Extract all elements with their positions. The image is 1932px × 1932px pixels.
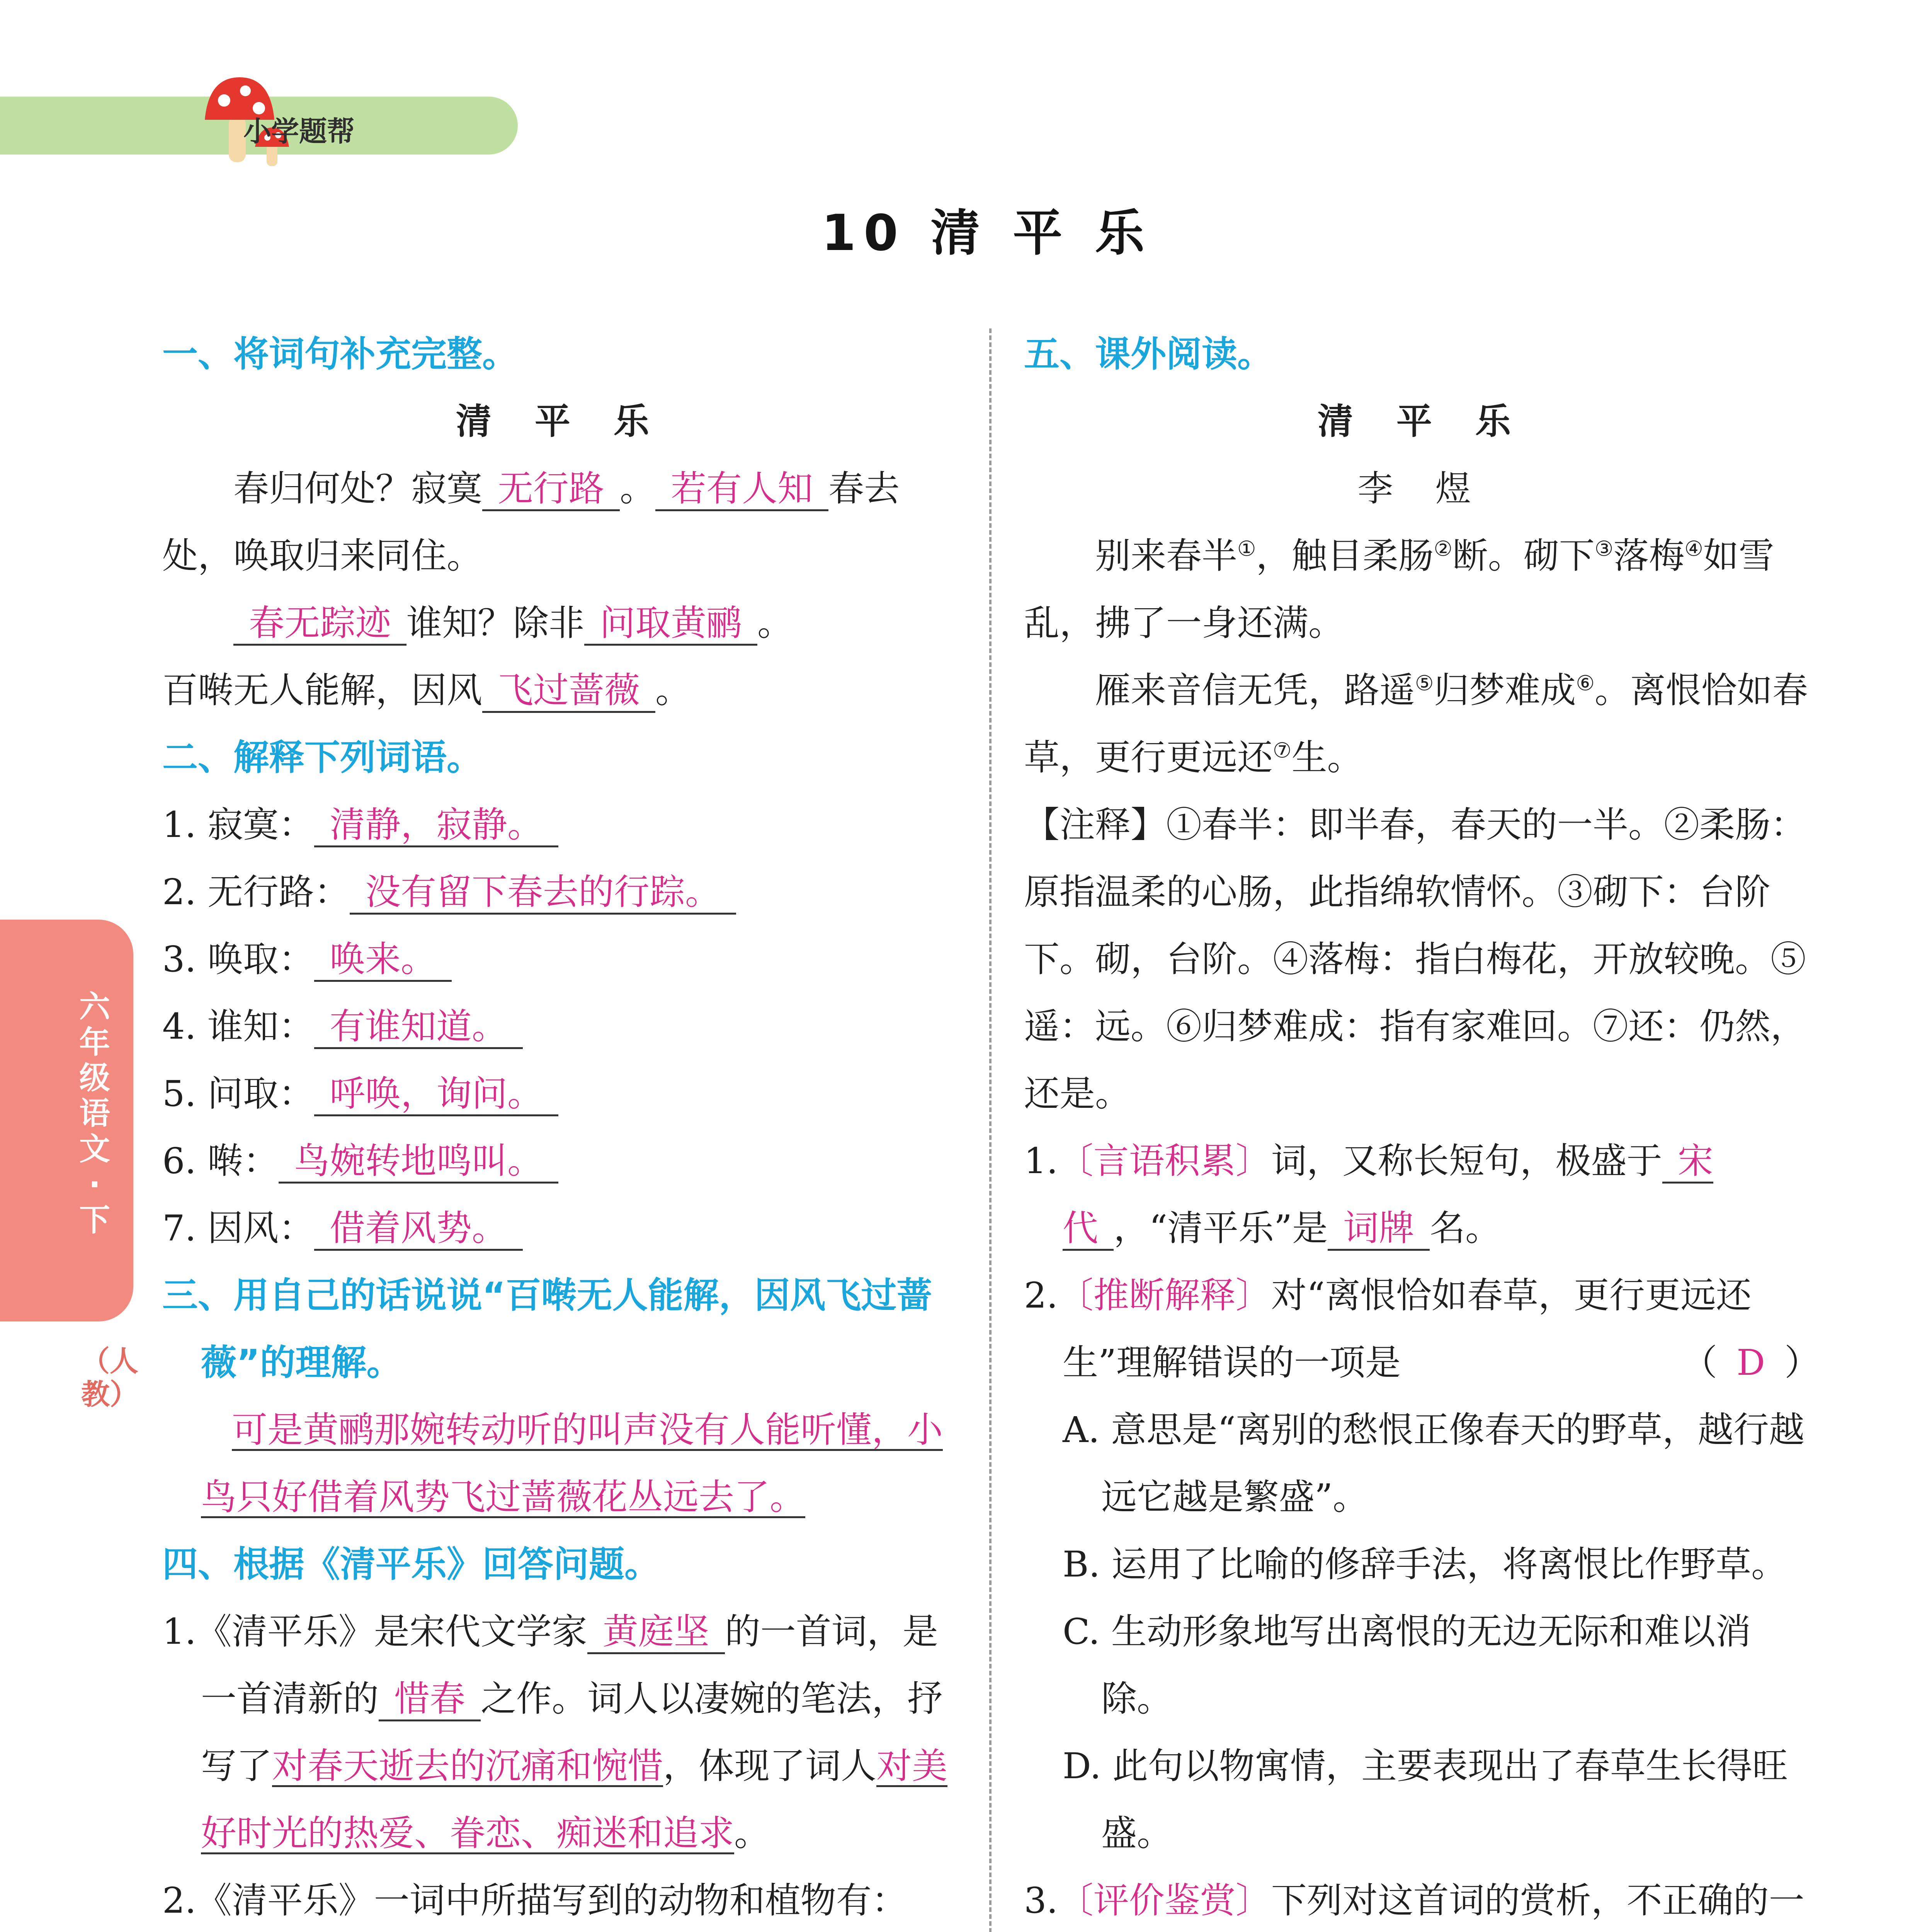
poem-text: 。 bbox=[620, 468, 656, 509]
question-4-1 bbox=[162, 1598, 958, 1867]
option-item: D. 此句以物寓情，主要表现出了春草生长得旺盛。 bbox=[1063, 1745, 1788, 1854]
note-marker: ① bbox=[1237, 536, 1256, 561]
question-text: 之作。词人以凄婉的笔法，抒写了 bbox=[201, 1678, 943, 1787]
reading-poem-title: 清 平 乐 bbox=[1317, 401, 1527, 442]
word-item bbox=[162, 1128, 958, 1195]
question-5-2 bbox=[1024, 1262, 1820, 1396]
poem-text: 断。砌下 bbox=[1452, 535, 1595, 577]
answer-blank: 词牌 bbox=[1328, 1208, 1430, 1251]
question-number: 3. bbox=[1024, 1880, 1058, 1921]
note-marker: ③ bbox=[1594, 536, 1614, 561]
word-term: 6. 啭： bbox=[162, 1140, 279, 1182]
question-tag: 〔推断解释〕 bbox=[1058, 1275, 1271, 1316]
note-marker: ⑤ bbox=[1415, 671, 1434, 696]
word-item bbox=[162, 791, 958, 859]
reading-poem-line bbox=[1024, 657, 1820, 791]
question-text: ，体现了词人 bbox=[663, 1745, 877, 1787]
answer-blank: 若有人知 bbox=[655, 468, 828, 511]
poem-text: 。 bbox=[757, 602, 793, 644]
poem-text: 谁知？除非 bbox=[406, 602, 585, 644]
poem-text: 百啭无人能解，因风 bbox=[162, 670, 483, 711]
question-text: 的一首词，是一首清新的 bbox=[201, 1611, 938, 1719]
question-text: ，“清平乐”是 bbox=[1114, 1208, 1328, 1249]
poem-text: 生。 bbox=[1291, 737, 1363, 778]
poem-text: 春去处，唤取归来同住。 bbox=[162, 468, 900, 577]
poem-text: 别来春半 bbox=[1095, 535, 1238, 577]
question-5-3 bbox=[1024, 1867, 1820, 1932]
answer-blank: 春无踪迹 bbox=[233, 602, 406, 646]
question-5-1 bbox=[1024, 1128, 1820, 1262]
poem-text: ，触目柔肠 bbox=[1256, 535, 1434, 577]
poem-title: 清 平 乐 bbox=[456, 401, 665, 442]
word-item bbox=[162, 993, 958, 1060]
word-item bbox=[162, 1060, 958, 1128]
poem-text: 归梦难成 bbox=[1434, 670, 1576, 711]
word-term: 7. 因风： bbox=[162, 1208, 315, 1249]
answer-blank: 对美好时光的热爱、眷恋、痴迷和追求 bbox=[201, 1745, 948, 1854]
choice-answer: D bbox=[1736, 1342, 1765, 1383]
answer-blank: 问取黄鹂 bbox=[584, 602, 757, 646]
question-text: 词，又称长短句，极盛于 bbox=[1271, 1140, 1662, 1182]
answer-blank: 惜春 bbox=[379, 1678, 481, 1721]
word-term: 4. 谁知： bbox=[162, 1006, 315, 1047]
note-marker: ④ bbox=[1684, 536, 1703, 561]
section-2-title: 二、解释下列词语。 bbox=[162, 737, 483, 778]
question-tag: 〔言语积累〕 bbox=[1058, 1140, 1271, 1182]
section-3-title: 三、用自己的话说说“百啭无人能解，因风飞过蔷薇”的理解。 bbox=[162, 1275, 932, 1383]
reading-author: 李 煜 bbox=[1357, 468, 1486, 509]
question-tag: 〔评价鉴赏〕 bbox=[1058, 1880, 1271, 1921]
word-term: 2. 无行路： bbox=[162, 871, 350, 913]
word-answer: 有谁知道。 bbox=[314, 1006, 523, 1049]
word-answer: 呼唤，询问。 bbox=[314, 1073, 558, 1116]
right-column bbox=[1024, 321, 1820, 1932]
question-text: 2.《清平乐》一词中所描写到的动物和植物有： bbox=[162, 1880, 907, 1921]
question-number: 1. bbox=[1024, 1140, 1058, 1182]
answer-blank: 飞过蔷薇 bbox=[482, 670, 655, 713]
poem-text: 。离恨恰如春草，更行更远还 bbox=[1024, 670, 1808, 778]
poem-fill bbox=[162, 590, 958, 657]
side-tab bbox=[0, 920, 133, 1321]
word-term: 5. 问取： bbox=[162, 1073, 315, 1114]
side-tab-label: 六年级语文·下 bbox=[79, 989, 110, 1238]
word-answer: 鸟婉转地鸣叫。 bbox=[279, 1140, 558, 1184]
section-3-answer: 可是黄鹂那婉转动听的叫声没有人能听懂，小鸟只好借着风势飞过蔷薇花丛远去了。 bbox=[201, 1409, 943, 1518]
poem-text: 春归何处？寂寞 bbox=[233, 468, 483, 509]
word-answer: 借着风势。 bbox=[314, 1208, 523, 1251]
word-term: 3. 唤取： bbox=[162, 939, 315, 980]
paren: ） bbox=[1784, 1342, 1820, 1383]
note-marker: ⑦ bbox=[1273, 738, 1292, 763]
section-4-title: 四、根据《清平乐》回答问题。 bbox=[162, 1544, 660, 1585]
poem-text: 落梅 bbox=[1613, 535, 1685, 577]
edition-label: （人教） bbox=[81, 1345, 138, 1411]
question-text: 1.《清平乐》是宋代文学家 bbox=[162, 1611, 587, 1652]
note-marker: ⑥ bbox=[1576, 671, 1595, 696]
answer-blank: 黄庭坚 bbox=[587, 1611, 725, 1654]
answer-blank: 宋代 bbox=[1063, 1140, 1713, 1251]
option-item: B. 运用了比喻的修辞手法，将离恨比作野草。 bbox=[1063, 1544, 1787, 1585]
column-divider bbox=[989, 328, 992, 1932]
left-column bbox=[162, 321, 958, 1932]
word-item bbox=[162, 859, 958, 926]
question-number: 2. bbox=[1024, 1275, 1058, 1316]
brand-label: 小学题帮 bbox=[243, 115, 355, 148]
poem-text: 。 bbox=[655, 670, 691, 711]
poem-text: 如雪乱，拂了一身还满。 bbox=[1024, 535, 1774, 644]
answer-blank: 对春天逝去的沉痛和惋惜 bbox=[272, 1745, 663, 1787]
reading-notes: 【注释】①春半：即半春，春天的一半。②柔肠：原指温柔的心肠，此指绵软情怀。③砌下：台阶下。砌，台阶。④落梅：指白梅花，开放较晚。⑤遥：远。⑥归梦难成：指有家难回。⑦还：仍然，还是。 bbox=[1024, 804, 1806, 1114]
poem-fill bbox=[162, 657, 958, 724]
option-item: A. 意思是“离别的愁恨正像春天的野草，越行越远它越是繁盛”。 bbox=[1063, 1409, 1804, 1518]
word-item bbox=[162, 926, 958, 993]
word-answer: 没有留下春去的行踪。 bbox=[350, 871, 736, 915]
word-answer: 清静，寂静。 bbox=[314, 804, 558, 847]
paren: （ bbox=[1682, 1342, 1718, 1383]
question-text: 下列对这首词的赏析，不正确的一 bbox=[1271, 1880, 1804, 1921]
poem-text: 雁来音信无凭，路遥 bbox=[1095, 670, 1415, 711]
question-text: 。 bbox=[734, 1813, 770, 1854]
word-term: 1. 寂寞： bbox=[162, 804, 315, 845]
answer-choice bbox=[1682, 1329, 1820, 1396]
question-text: 名。 bbox=[1430, 1208, 1501, 1249]
word-answer: 唤来。 bbox=[314, 939, 452, 982]
poem-fill bbox=[162, 455, 958, 590]
option-item: C. 生动形象地写出离恨的无边无际和难以消除。 bbox=[1063, 1611, 1751, 1719]
section-5-title: 五、课外阅读。 bbox=[1024, 333, 1273, 375]
word-item bbox=[162, 1195, 958, 1262]
question-text: 对“离恨恰如春草，更行更远还生”理解错误的一项是 bbox=[1063, 1275, 1752, 1383]
answer-blank: 无行路 bbox=[482, 468, 620, 511]
reading-poem-line bbox=[1024, 522, 1820, 657]
section-1-title: 一、将词句补充完整。 bbox=[162, 333, 518, 375]
page-title: 10 清 平 乐 bbox=[821, 204, 1152, 262]
question-4-2 bbox=[162, 1867, 958, 1932]
note-marker: ② bbox=[1434, 536, 1452, 561]
